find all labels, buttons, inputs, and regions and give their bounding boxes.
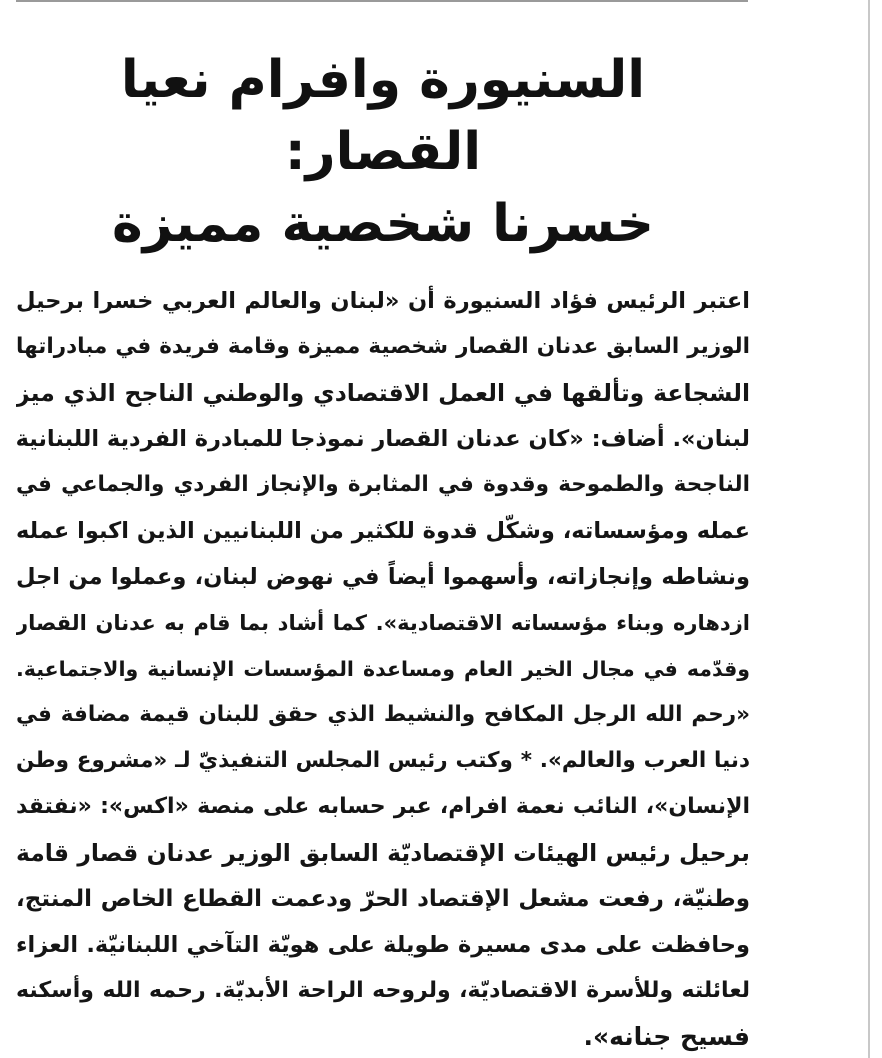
body-line-10: «رحم الله الرجل المكافح والنشيط الذي حقق للبنان قيمة مضافة في (16, 702, 750, 727)
body-line-15: وحافظت على مدى مسيرة طويلة على هويّة التآخي اللبنانيّة. العزاء (16, 932, 750, 958)
news-article (16, 44, 750, 1058)
column-divider (868, 0, 870, 1058)
body-line-14: وطنيّة، رفعت مشعل الإقتصاد الحرّ ودعمت القطاع الخاص المنتج، (16, 886, 750, 912)
body-line-5: الناجحة والطموحة وقدوة في المثابرة والإنجاز الفردي والجماعي في (16, 472, 750, 497)
body-line-16: لعائلته وللأسرة الاقتصاديّة، ولروحه الراحة الأبديّة. رحمه الله وأسكنه (16, 978, 750, 1003)
headline-line-2: خسرنا شخصية مميزة (112, 194, 654, 254)
body-line-13: برحيل رئيس الهيئات الإقتصاديّة السابق الوزير عدنان قصار قامة (16, 839, 750, 867)
body-line-1: اعتبر الرئيس فؤاد السنيورة أن «لبنان والعالم العربي خسرا برحيل (16, 288, 750, 314)
body-line-17: فسيح جنانه». (583, 1022, 750, 1051)
body-line-8: ازدهاره وبناء مؤسساته الاقتصادية». كما أشاد بما قام به عدنان القصار (16, 611, 750, 635)
body-line-2: الوزير السابق عدنان القصار شخصية مميزة وقامة فريدة في مبادراتها (16, 334, 750, 359)
body-line-9: وقدّمه في مجال الخير العام ومساعدة المؤسسات الإنسانية والاجتماعية. (16, 657, 750, 681)
body-line-11: دنيا العرب والعالم». * وكتب رئيس المجلس التنفيذيّ لـ «مشروع وطن (16, 748, 750, 773)
headline-line-1: السنيورة وافرام نعيا القصار: (120, 50, 646, 182)
body-line-3: الشجاعة وتألقها في العمل الاقتصادي والوطني الناجح الذي ميز (16, 379, 750, 407)
body-line-4: لبنان». أضاف: «كان عدنان القصار نموذجا للمبادرة الفردية اللبنانية (16, 426, 750, 452)
article-headline (16, 44, 750, 260)
article-body (16, 278, 750, 1058)
body-line-6: عمله ومؤسساته، وشكّل قدوة للكثير من اللبنانيين الذين اكبوا عمله (16, 518, 750, 544)
top-divider (16, 0, 748, 2)
body-line-7: ونشاطه وإنجازاته، وأسهموا أيضاً في نهوض لبنان، وعملوا من اجل (16, 564, 750, 590)
body-line-12: الإنسان»، النائب نعمة افرام، عبر حسابه على منصة «اكس»: «نفتقد (16, 794, 750, 819)
